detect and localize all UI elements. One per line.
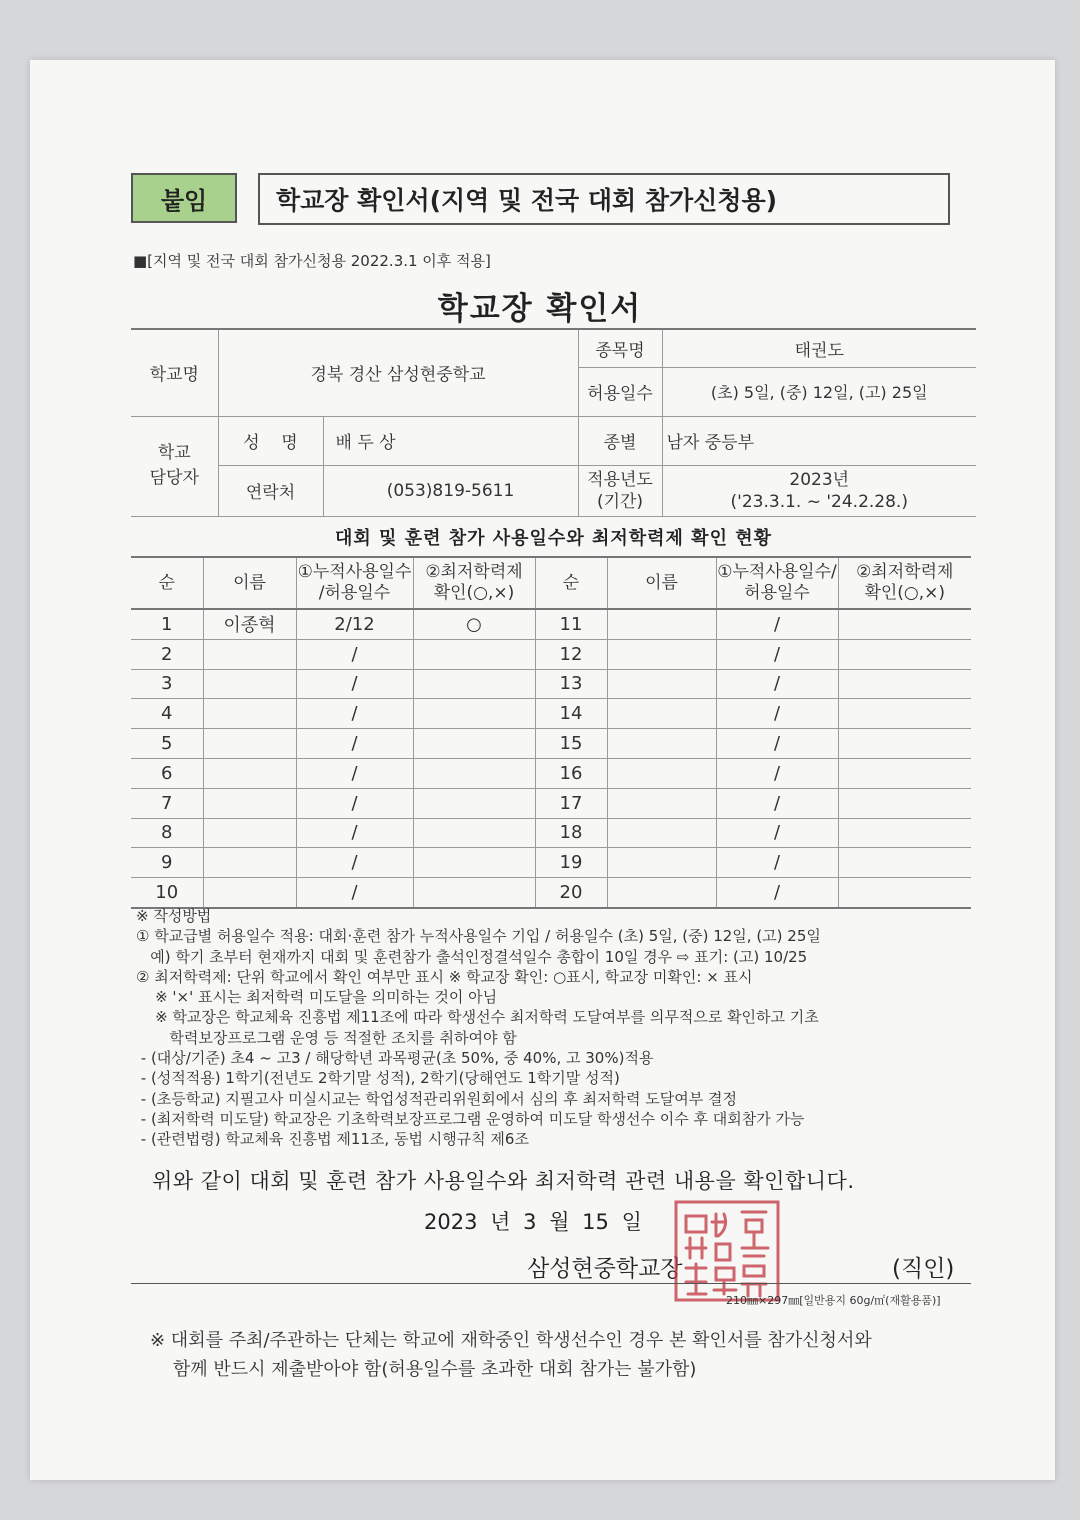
col-min-right-2: 확인(○,×) <box>864 583 946 603</box>
cell-days-r: / <box>716 639 838 669</box>
cell-name-r <box>607 788 716 818</box>
date-month-unit: 월 <box>549 1210 570 1234</box>
instruction-line: 예) 학기 초부터 현재까지 대회 및 훈련참가 출석인정결석일수 총합이 10일 경우 ⇨ 표기: (고) 10/25 <box>136 947 808 966</box>
apply-note: ■[지역 및 전국 대회 참가신청용 2022.3.1 이후 적용] <box>133 252 491 270</box>
col-days-1: ①누적사용일수 <box>297 562 412 582</box>
cell-check-r <box>838 848 971 878</box>
table-row <box>131 699 971 729</box>
cell-check-r <box>838 818 971 848</box>
cell-check-r <box>838 878 971 908</box>
cell-days: / <box>296 788 413 818</box>
date-day-unit: 일 <box>621 1210 642 1234</box>
cell-days-r: / <box>716 758 838 788</box>
col-no: 순 <box>131 557 203 609</box>
cell-days: / <box>296 729 413 759</box>
table-row <box>131 878 971 908</box>
footer-line: ※ 대회를 주최/주관하는 단체는 학교에 재학중인 학생선수인 경우 본 확인서를 참가신청서와 <box>150 1330 872 1351</box>
cell-check-r <box>838 729 971 759</box>
cell-no-r: 20 <box>535 878 607 908</box>
instruction-line: ① 학교급별 허용일수 적용: 대회·훈련 참가 누적사용일수 기입 / 허용일수 (초) 5일, (중) 12일, (고) 25일 <box>136 927 821 946</box>
cell-days-r: / <box>716 729 838 759</box>
cell-check <box>413 788 535 818</box>
cell-no: 8 <box>131 818 203 848</box>
table-row <box>131 758 971 788</box>
cell-no-r: 14 <box>535 699 607 729</box>
cell-no-r: 11 <box>535 609 607 639</box>
cell-no-r: 18 <box>535 818 607 848</box>
cell-name-r <box>607 758 716 788</box>
instruction-line: 학력보장프로그램 운영 등 적절한 조치를 취하여야 함 <box>136 1028 517 1047</box>
instruction-line: ② 최저학력제: 단위 학교에서 확인 여부만 표시 ※ 학교장 확인: ○표시, 학교장 미확인: × 표시 <box>136 967 753 986</box>
cell-no: 1 <box>131 609 203 639</box>
cell-days: 2/12 <box>296 609 413 639</box>
col-min-1: ②최저학력제 <box>425 562 523 582</box>
cell-days-r: / <box>716 609 838 639</box>
period-year: 2023년 <box>789 469 850 490</box>
cell-no: 9 <box>131 848 203 878</box>
table-row <box>131 788 971 818</box>
instruction-line: ※ 학교장은 학교체육 진흥법 제11조에 따라 학생선수 최저학력 도달여부를 의무적으로 확인하고 기초 <box>136 1008 819 1027</box>
allowed-days-value: (초) 5일, (중) 12일, (고) 25일 <box>662 367 976 416</box>
col-no-right: 순 <box>535 557 607 609</box>
header-title: 학교장 확인서(지역 및 전국 대회 참가신청용) <box>258 173 950 225</box>
cell-days-r: / <box>716 669 838 699</box>
footer-line: 함께 반드시 제출받아야 함(허용일수를 초과한 대회 참가는 불가함) <box>150 1359 697 1380</box>
contact-label: 연락처 <box>218 465 323 516</box>
cell-name: 이종혁 <box>203 609 296 639</box>
col-days-2: /허용일수 <box>318 583 391 603</box>
cell-name <box>203 729 296 759</box>
cell-no: 5 <box>131 729 203 759</box>
category-label: 종별 <box>578 416 662 465</box>
official-seal-stamp-icon <box>672 1198 782 1304</box>
cell-name-r <box>607 699 716 729</box>
cell-check <box>413 848 535 878</box>
table-row <box>131 729 971 759</box>
cell-no: 4 <box>131 699 203 729</box>
cell-no-r: 13 <box>535 669 607 699</box>
category-value: 남자 중등부 <box>662 416 976 465</box>
cell-no: 7 <box>131 788 203 818</box>
cell-name <box>203 639 296 669</box>
table-row <box>131 669 971 699</box>
cell-check-r <box>838 758 971 788</box>
cell-days: / <box>296 639 413 669</box>
date-month: 3 <box>523 1210 537 1234</box>
cell-check-r <box>838 639 971 669</box>
date-year: 2023 <box>424 1210 478 1234</box>
cell-no-r: 16 <box>535 758 607 788</box>
cell-no-r: 15 <box>535 729 607 759</box>
date-day: 15 <box>582 1210 609 1234</box>
cell-days: / <box>296 758 413 788</box>
cell-days-r: / <box>716 878 838 908</box>
event-label: 종목명 <box>578 329 662 367</box>
footer-note <box>150 1326 872 1384</box>
cell-check <box>413 669 535 699</box>
table-row <box>131 848 971 878</box>
cell-name-r <box>607 729 716 759</box>
cell-name <box>203 699 296 729</box>
table-row <box>131 818 971 848</box>
school-label: 학교명 <box>131 329 218 416</box>
participation-table <box>131 556 971 909</box>
allowed-days-label: 허용일수 <box>578 367 662 416</box>
cell-days-r: / <box>716 848 838 878</box>
cell-no-r: 17 <box>535 788 607 818</box>
contact-value: (053)819-5611 <box>323 465 578 516</box>
cell-days-r: / <box>716 699 838 729</box>
event-value: 태권도 <box>662 329 976 367</box>
cell-days: / <box>296 818 413 848</box>
cell-days: / <box>296 699 413 729</box>
cell-days-r: / <box>716 818 838 848</box>
name-label: 성 명 <box>218 416 323 465</box>
cell-no: 6 <box>131 758 203 788</box>
cell-no: 3 <box>131 669 203 699</box>
cell-name <box>203 848 296 878</box>
confirm-statement: 위와 같이 대회 및 훈련 참가 사용일수와 최저학력 관련 내용을 확인합니다. <box>152 1169 855 1193</box>
cell-name-r <box>607 818 716 848</box>
cell-no: 10 <box>131 878 203 908</box>
instruction-line: ※ 작성방법 <box>136 907 212 925</box>
cell-check: ○ <box>413 609 535 639</box>
school-value: 경북 경산 삼성현중학교 <box>218 329 578 416</box>
cell-name-r <box>607 639 716 669</box>
cell-no: 2 <box>131 639 203 669</box>
period-range: ('23.3.1. ~ '24.2.28.) <box>730 491 908 512</box>
col-min-right-1: ②최저학력제 <box>856 562 954 582</box>
cell-days: / <box>296 669 413 699</box>
table-row <box>131 639 971 669</box>
cell-check <box>413 818 535 848</box>
period-label-1: 적용년도 <box>587 469 653 490</box>
col-days-right-1: ①누적사용일수/ <box>717 562 837 582</box>
cell-days-r: / <box>716 788 838 818</box>
cell-check <box>413 729 535 759</box>
cell-check <box>413 639 535 669</box>
table-row <box>131 609 971 639</box>
instruction-line: ※ '×' 표시는 최저학력 미도달을 의미하는 것이 아님 <box>136 988 498 1007</box>
writing-instructions <box>136 906 976 1150</box>
cell-no-r: 12 <box>535 639 607 669</box>
col-name-right: 이름 <box>607 557 716 609</box>
col-days-right-2: 허용일수 <box>744 583 810 603</box>
cell-check-r <box>838 669 971 699</box>
cell-no-r: 19 <box>535 848 607 878</box>
instruction-line: - (관련법령) 학교체육 진흥법 제11조, 동법 시행규칙 제6조 <box>136 1130 529 1149</box>
instruction-line: - (대상/기준) 초4 ~ 고3 / 해당학년 과목평균(초 50%, 중 40%, 고 30%)적용 <box>136 1049 654 1068</box>
cell-name <box>203 669 296 699</box>
paper-spec: 210㎜×297㎜[일반용지 60g/㎡(재활용품)] <box>726 1294 941 1307</box>
table-header-row <box>131 557 971 609</box>
cell-name <box>203 878 296 908</box>
cell-check <box>413 758 535 788</box>
issue-date <box>424 1206 642 1236</box>
cell-name <box>203 758 296 788</box>
instruction-line: - (최저학력 미도달) 학교장은 기초학력보장프로그램 운영하여 미도달 학생선수 이수 후 대회참가 가능 <box>136 1109 805 1128</box>
divider-line <box>131 1283 971 1284</box>
principal-name: 삼성현중학교장 <box>527 1256 683 1282</box>
school-info-table <box>131 328 976 517</box>
cell-name-r <box>607 878 716 908</box>
cell-check-r <box>838 788 971 818</box>
cell-name-r <box>607 669 716 699</box>
col-name: 이름 <box>203 557 296 609</box>
cell-name <box>203 788 296 818</box>
cell-check-r <box>838 699 971 729</box>
cell-name-r <box>607 848 716 878</box>
name-value: 배 두 상 <box>323 416 578 465</box>
cell-check-r <box>838 609 971 639</box>
cell-check <box>413 878 535 908</box>
date-year-unit: 년 <box>490 1210 511 1234</box>
period-label-2: (기간) <box>596 491 644 512</box>
section-title: 대회 및 훈련 참가 사용일수와 최저학력제 확인 현황 <box>334 528 772 549</box>
document-title: 학교장 확인서 <box>437 291 643 327</box>
cell-name-r <box>607 609 716 639</box>
seal-label: (직인) <box>892 1256 955 1282</box>
instruction-line: - (성적적용) 1학기(전년도 2학기말 성적), 2학기(당해연도 1학기말 성적) <box>136 1069 620 1088</box>
col-min-2: 확인(○,×) <box>433 583 515 603</box>
attachment-tag: 붙임 <box>131 173 237 223</box>
cell-days: / <box>296 878 413 908</box>
manager-label: 학교 담당자 <box>131 416 218 516</box>
cell-name <box>203 818 296 848</box>
instruction-line: - (초등학교) 지필고사 미실시교는 학업성적관리위원회에서 심의 후 최저학력 도달여부 결정 <box>136 1089 737 1108</box>
cell-check <box>413 699 535 729</box>
cell-days: / <box>296 848 413 878</box>
